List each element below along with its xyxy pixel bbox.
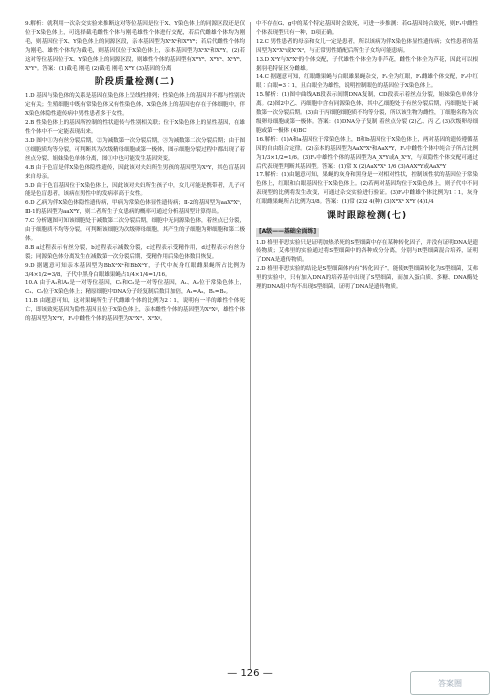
answer-17: 17.解析：(1)由题意可知，果蝇的灰身和黑身是一对相对性状，控制该性状的基因位于常染色体上，红眼和白眼基因位于X染色体上。(2)若两对基因均位于X染色体上，则子代中不同表现型的比例将发生改变，可通过杂交实验进行验证。(3)F₂中雌雄个体比例为1∶1，灰身红眼雌果蝇所占比例为3/8。答案：(1)常 (2)2 4(种) (3)XᴮXᵇ XᴮY (4)1/4 [256, 172, 478, 206]
answer-10: 10.A 由于A₁和A₂是一对等位基因，C₁和C₂是一对等位基因，A₁、A₂位于常染色体上，C₁、C₂位于X染色体上；精原细胞中DNA分子经复制后数目加倍，A₁=A₂，B₁=B₂。 [25, 280, 245, 296]
answer-1: 1.D 基因与染色体的关系是基因在染色体上呈线性排列；性染色体上的基因并不都与性别决定有关；生殖细胞中既有常染色体又有性染色体，X染色体上的基因也存在于体细胞中，伴X染色体隐性遗传病中男性患者多于女性。 [25, 93, 245, 118]
section-title-stage-check: 阶段质量检测(二) [94, 77, 176, 88]
answer-4: 4.B 由于色盲是伴X染色体隐性遗传，因此该对夫妇所生男孩的基因型为XᵇY，其色盲基因来自母亲。 [25, 164, 245, 180]
page-number: — 126 — [227, 668, 273, 679]
answer-r1: 1.D 格里菲思实验只是证明加热杀死的S型细菌中存在某种转化因子，并没有证明DNA是遗传物质；艾弗里的实验通过将S型细菌中的各种成分分离，分别与R型细菌混合培养，证明了DNA是遗传物质。 [256, 239, 478, 264]
section-title-lesson-check: 课时跟踪检测(七) [326, 211, 408, 222]
answer-16: 16.解析：(1)A和a基因位于常染色体上，B和b基因位于X染色体上，两对基因的遗传遵循基因的自由组合定律。(2)亲本的基因型为AaXᴮXᵇ和AaXᴮY，F₁中雌性个体中纯合子所占比例为1/3×1/2=1/6。(3)F₁中雄性个体的基因型为A_XᴮY或A_XᵇY，与双隐性个体交配可通过后代表现型判断其基因型。答案：(1)常 X (2)AaXᴮXᵇ 1/6 (3)AAXᴮY或AaXᴮY [256, 136, 478, 170]
answer-r2: 2.D 格里菲思实验的结论是S型细菌体内有“转化因子”，能使R型细菌转化为S型细菌，艾弗里的实验中，只有加入DNA的培养基中出现了S型细菌，而加入蛋白质、多糖、DNA酶处理的DNA组中均不出现S型细菌，证明了DNA是遗传物质。 [256, 266, 478, 291]
answer-3: 3.D 图中①为有丝分裂后期，②为减数第一次分裂后期，③为减数第二次分裂后期；由于图③细胞质均等分裂，可判断其为次级精母细胞或第一极体，图示细胞分裂过程中都出现了着丝点分裂、姐妹染色单体分离，图①中也可能发生基因突变。 [25, 137, 245, 162]
level-a-band: [A级——基础全面练] [256, 228, 319, 237]
column-divider [250, 22, 251, 670]
answer-11: 11.B 由题意可知，这对果蝇所生子代雌雄个体的比例为2∶1，说明有一半的雄性个体死亡，即该致死基因为隐性基因且位于X染色体上，亲本雌性个体的基因型为XᴳXᵍ，雄性个体的基因型为XᴳY，F₁中雌性个体的基因型为XᴳXᴳ、XᴳXᵍ。 [25, 298, 245, 323]
answer-9b: 9.D 据题意可知亲本基因型为BbXᴬXᵃ和BbXᴬY，子代中灰身红眼雌果蝇所占比例为3/4×1/2=3/8，子代中黑身白眼雄果蝇占1/4×1/4=1/16。 [25, 262, 245, 278]
watermark-logo: 答案圈 [410, 671, 490, 695]
answer-12: 12.C 男性患者的母亲和女儿一定是患者，所以该病为伴X染色体显性遗传病；女性患者的基因型为XᴰXᴰ或XᴰXᵈ，与正常男性婚配后所生子女均可能患病。 [256, 38, 478, 54]
answer-7: 7.C 分析题图可知该细胞处于减数第二次分裂后期，细胞中无同源染色体，着丝点已分裂，由于细胞质不均等分裂，可判断该细胞为次级卵母细胞，其产生的子细胞为卵细胞和第二极体。 [25, 218, 245, 242]
answer-15: 15.解析：(1)图中曲线AB段表示间期DNA复制，CD段表示着丝点分裂，姐妹染色单体分离。(2)图2中乙、丙细胞中含有同源染色体，其中乙细胞处于有丝分裂后期，丙细胞处于减数第一次分裂后期。(3)由于丙细胞细胞质不均等分裂，所以该生物为雌性，丁细胞名称为次级卵母细胞或第一极体。答案：(1)DNA分子复制 着丝点分裂 (2)乙、丙 乙 (3)次级卵母细胞或第一极体 (4)BC [256, 92, 478, 134]
left-column [25, 20, 245, 324]
answer-14: 14.C 据题意可知，红眼雌果蝇与白眼雄果蝇杂交，F₁全为红眼，F₁雌雄个体交配，F₂中红眼∶白眼=3∶1，且白眼全为雄性，说明控制眼色的基因位于X染色体上。 [256, 74, 478, 90]
answer-2: 2.B 性染色体上的基因所控制的性状遗传与性别相关联；位于X染色体上的显性基因，在雄性个体中不一定能表现出来。 [25, 120, 245, 136]
answer-9: 9.解析：就利用一次杂交实验来推断这对等位基因是位于X、Y染色体上的同源区段还是仅位于X染色体上，可选择截毛雌性个体与刚毛雄性个体进行交配，若后代雌雄个体均为刚毛，则基因位于X、Y染色体上的同源区段，亲本基因型为XᵇXᵇ和XᴮYᴮ；若后代雌性个体均为刚毛、雄性个体均为截毛，则基因仅位于X染色体上，亲本基因型为XᵇXᵇ和XᴮY。(2)若这对等位基因位于X、Y染色体上的同源区段，则雄性个体的基因型有XᴮYᴮ、XᴮYᵇ、XᵇYᴮ、XᵇYᵇ。答案：(1)截毛 刚毛 (2)截毛 刚毛 XᴮY (3)基因的分离 [25, 21, 245, 72]
answer-13: 13.D XᵇY与XᴮXᵇ的个体交配，子代雄性个体全为非芦花，雌性个体全为芦花，因此可以根据羽毛特征区分雌雄。 [256, 56, 478, 72]
answer-11-continued: 中不存在G、g中的某个特定基因时会致死，可进一步推测：若G基因纯合致死，则F₁中雌性个体表现型只有一种，D项正确。 [256, 21, 478, 36]
answer-5: 5.D 由于色盲基因位于X染色体上，因此该对夫妇所生孩子中，女儿可能是携带者，儿子可能是色盲患者，该病在男性中的发病率高于女性。 [25, 182, 245, 198]
answer-6: 6.D 乙病为伴X染色体隐性遗传病，甲病为常染色体显性遗传病；Ⅱ-2的基因型为aaXᴮXᵇ，Ⅲ-1的基因型为aaXᴮY，则二者所生子女患病的概率可通过分析基因型计算得出。 [25, 200, 245, 216]
right-column [256, 20, 478, 292]
answer-8: 8.B a过程表示有丝分裂，b过程表示减数分裂，c过程表示受精作用，d过程表示有丝分裂；同源染色体分离发生在减数第一次分裂后期，受精作用后染色体数目恢复。 [25, 244, 245, 260]
